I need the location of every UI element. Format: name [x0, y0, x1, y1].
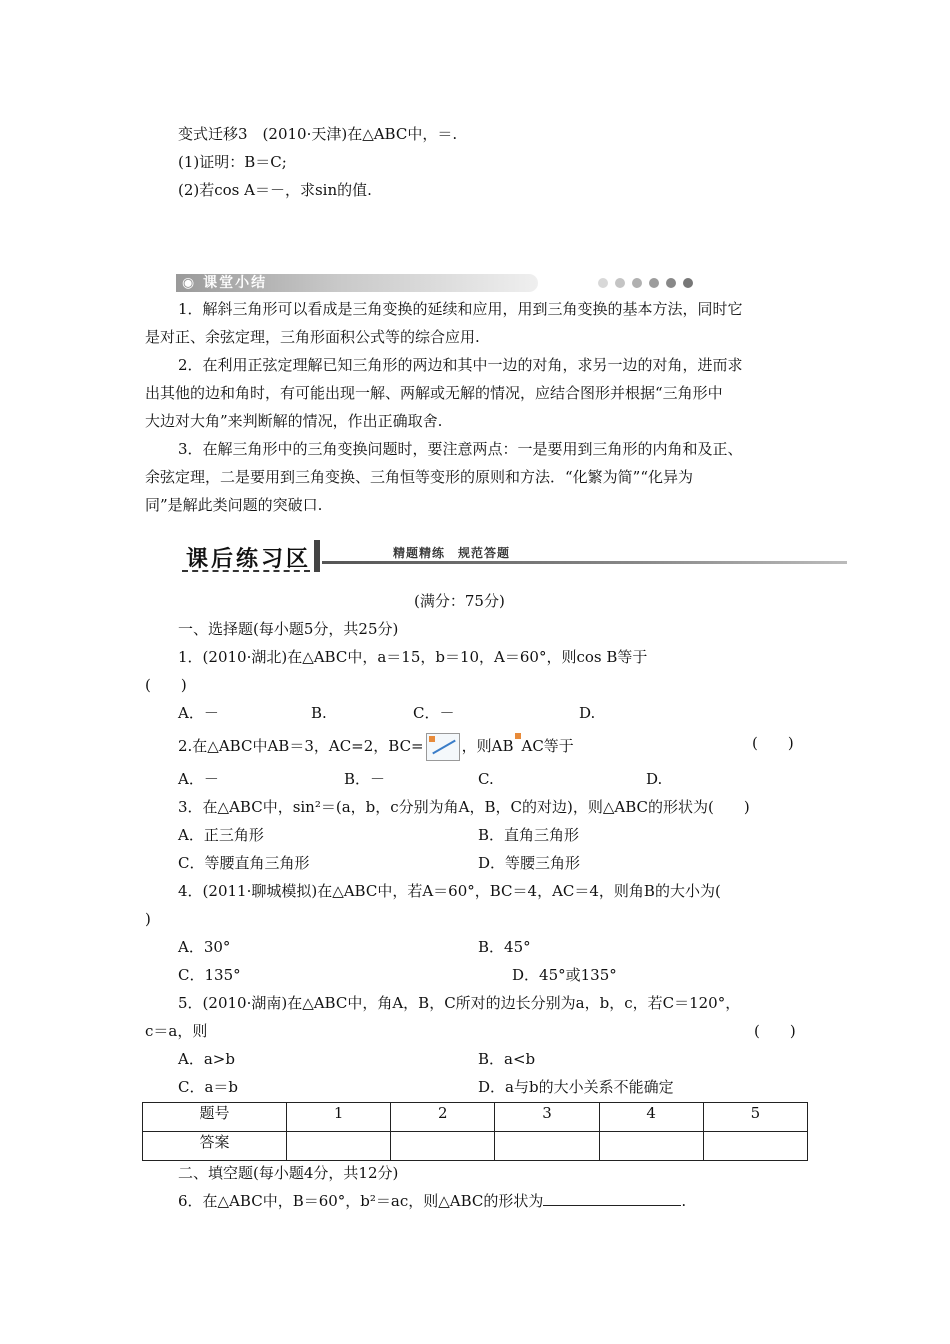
q4-option-b: B．45°	[478, 938, 531, 956]
q2-text-mid: ，则AB	[461, 737, 514, 755]
table-header-label: 题号	[143, 1103, 287, 1132]
summary-p3-line1: 3．在解三角形中的三角变换问题时，要注意两点：一是要用到三角形的内角和及正、	[178, 440, 743, 458]
homework-title: 课后练习区	[186, 547, 312, 572]
q4-line1: 4．(2011·聊城模拟)在△ABC中，若A＝60°，BC＝4，AC＝4，则角B的大小为(	[178, 882, 721, 900]
summary-header-label: ◉ 课堂小结	[182, 275, 268, 291]
q1-option-b: B.	[311, 704, 327, 722]
dot-icon	[649, 278, 659, 288]
q6-line	[178, 1191, 686, 1211]
q1-option-a: A．－	[178, 704, 219, 722]
q3-option-b: B．直角三角形	[478, 826, 580, 844]
summary-p3-line2: 余弦定理，二是要用到三角变换、三角恒等变形的原则和方法．“化繁为简”“化异为	[145, 468, 694, 486]
decorative-dots	[598, 278, 693, 288]
q5-option-b: B．a<b	[478, 1050, 536, 1068]
variant-line-1: 变式迁移3 (2010·天津)在△ABC中，＝.	[178, 125, 458, 143]
answer-cell[interactable]	[495, 1132, 599, 1161]
table-num-cell: 4	[599, 1103, 703, 1132]
q3-option-d: D．等腰三角形	[478, 854, 581, 872]
q2-line	[178, 733, 574, 761]
dot-icon	[683, 278, 693, 288]
formula-image-icon	[426, 733, 460, 761]
table-row	[143, 1132, 808, 1161]
homework-title-underline	[182, 570, 310, 572]
q3-option-c: C．等腰直角三角形	[178, 854, 310, 872]
q4-line2: )	[145, 910, 151, 928]
dot-icon	[615, 278, 625, 288]
homework-subtitle: 精题精练 规范答题	[393, 546, 511, 560]
answer-table	[142, 1102, 808, 1161]
table-answer-label: 答案	[143, 1132, 287, 1161]
formula-dot-icon	[515, 733, 521, 739]
answer-cell[interactable]	[287, 1132, 391, 1161]
section-1-title: 一、选择题(每小题5分，共25分)	[178, 620, 399, 638]
summary-p2-line2: 出其他的边和角时，有可能出现一解、两解或无解的情况，应结合图形并根据“三角形中	[145, 384, 723, 402]
q5-line1: 5．(2010·湖南)在△ABC中，角A，B，C所对的边长分别为a，b，c，若C＝120°，	[178, 994, 741, 1012]
summary-p3-line3: 同”是解此类问题的突破口.	[145, 496, 323, 514]
table-num-cell: 2	[391, 1103, 495, 1132]
q4-option-a: A．30°	[178, 938, 231, 956]
homework-divider-bar	[314, 540, 320, 572]
q2-option-b: B．－	[344, 770, 386, 788]
variant-line-3: (2)若cos A＝－，求sin的值.	[178, 181, 372, 199]
table-row	[143, 1103, 808, 1132]
summary-p1-line1: 1．解斜三角形可以看成是三角变换的延续和应用，用到三角变换的基本方法，同时它	[178, 300, 743, 318]
q3-line: 3．在△ABC中，sin²＝(a，b，c分别为角A，B，C的对边)，则△ABC的形状为( )	[178, 798, 750, 816]
q5-paren: ( )	[754, 1022, 796, 1040]
section-2-title: 二、填空题(每小题4分，共12分)	[178, 1164, 399, 1182]
dot-icon	[598, 278, 608, 288]
q2-option-c: C.	[478, 770, 494, 788]
summary-p2-line1: 2．在利用正弦定理解已知三角形的两边和其中一边的对角，求另一边的对角，进而求	[178, 356, 743, 374]
q6-end: .	[681, 1192, 687, 1210]
q2-option-d: D.	[646, 770, 663, 788]
q3-option-a: A．正三角形	[178, 826, 264, 844]
dot-icon	[666, 278, 676, 288]
table-num-cell: 1	[287, 1103, 391, 1132]
variant-line-2: (1)证明：B＝C;	[178, 153, 287, 171]
q5-option-c: C．a＝b	[178, 1078, 239, 1096]
q5-option-a: A．a>b	[178, 1050, 235, 1068]
q5-option-d: D．a与b的大小关系不能确定	[478, 1078, 674, 1096]
q5-line2: c＝a，则	[145, 1022, 208, 1040]
q4-option-c: C．135°	[178, 966, 241, 984]
summary-p2-line3: 大边对大角”来判断解的情况，作出正确取舍.	[145, 412, 443, 430]
q2-option-a: A．－	[178, 770, 219, 788]
summary-p1-line2: 是对正、余弦定理，三角形面积公式等的综合应用.	[145, 328, 480, 346]
q6-blank[interactable]	[543, 1191, 681, 1206]
q2-text-pre: 2.在△ABC中AB＝3，AC=2，BC=	[178, 737, 424, 755]
answer-cell[interactable]	[703, 1132, 807, 1161]
q1-line2: ( )	[145, 676, 187, 694]
table-num-cell: 5	[703, 1103, 807, 1132]
q4-option-d: D．45°或135°	[512, 966, 617, 984]
q1-option-d: D.	[579, 704, 596, 722]
q1-option-c: C．－	[413, 704, 455, 722]
homework-rule	[322, 561, 847, 564]
answer-cell[interactable]	[391, 1132, 495, 1161]
summary-header-bar	[176, 274, 538, 292]
q2-text-post: AC等于	[521, 737, 574, 755]
q1-line1: 1．(2010·湖北)在△ABC中，a＝15，b＝10，A＝60°，则cos B等于	[178, 648, 648, 666]
q2-paren: ( )	[752, 734, 794, 752]
q6-text: 6．在△ABC中，B＝60°，b²＝ac，则△ABC的形状为	[178, 1192, 544, 1210]
dot-icon	[632, 278, 642, 288]
answer-cell[interactable]	[599, 1132, 703, 1161]
score-note: (满分：75分)	[414, 592, 505, 610]
table-num-cell: 3	[495, 1103, 599, 1132]
